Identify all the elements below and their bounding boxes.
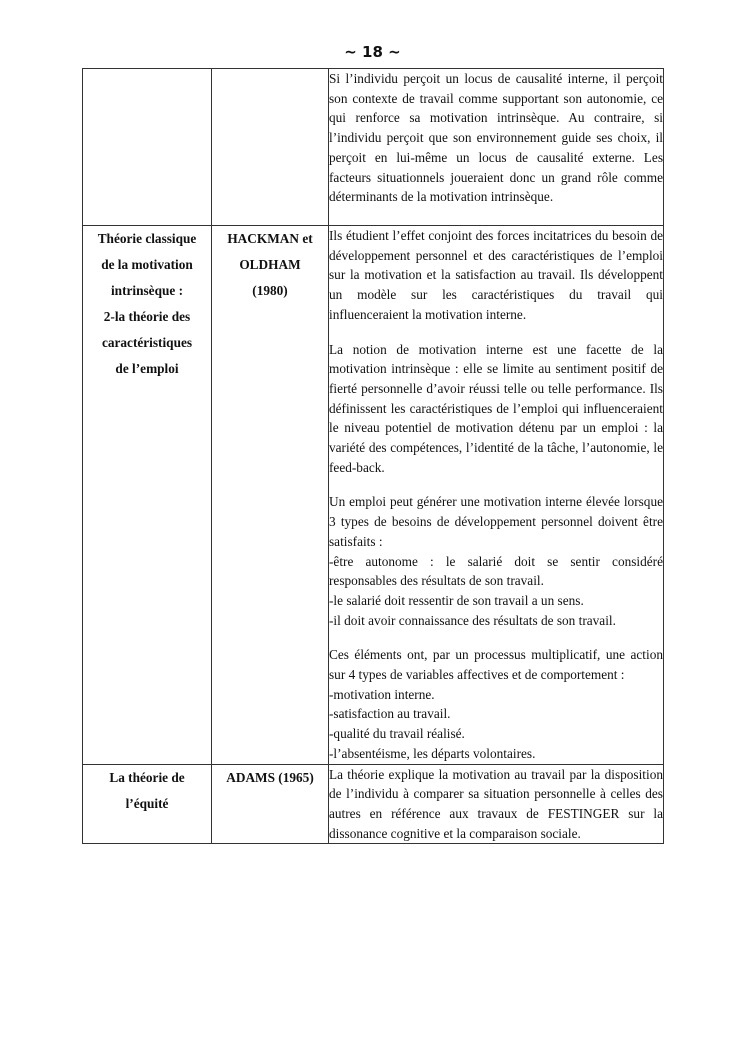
paragraph — [329, 492, 663, 630]
description-cell — [329, 226, 664, 765]
theory-line: Théorie classique — [97, 231, 197, 246]
author-cell — [212, 69, 329, 226]
author-cell — [212, 764, 329, 844]
author-cell — [212, 226, 329, 765]
theory-cell — [83, 69, 212, 226]
list-item: -le salarié doit ressentir de son travail a un sens. — [329, 592, 584, 608]
theory-cell — [83, 226, 212, 765]
table-row — [83, 226, 664, 765]
paragraph — [329, 645, 663, 763]
author-line: OLDHAM — [239, 257, 301, 272]
list-item: -l’absentéisme, les départs volontaires. — [329, 745, 536, 761]
theory-line: de l’emploi — [115, 361, 179, 376]
list-item: -être autonome : le salarié doit se sentir considéré responsables des résultats de son travail. — [329, 553, 663, 589]
author-line: HACKMAN et — [227, 231, 313, 246]
paragraph-line: Un emploi peut générer une motivation interne élevée lorsque 3 types de besoins de développement personnel doivent être satisfaits : — [329, 494, 663, 549]
table-row — [83, 69, 664, 226]
list-item: -il doit avoir connaissance des résultats de son travail. — [329, 612, 616, 628]
paragraph: La notion de motivation interne est une facette de la motivation intrinsèque : elle se limite au sentiment positif de fierté personnelle d’avoir réussi telle ou telle performance. Ils définissent les caractéristiques de l’emploi qui influenceraient le niveau potentiel de motivation détenu par un emploi : la variété des compétences, l’identité de la tâche, l’autonomie, le feed-back. — [329, 341, 663, 475]
list-item: -qualité du travail réalisé. — [329, 726, 465, 742]
description-cell — [329, 764, 664, 844]
theory-table — [82, 68, 664, 844]
paragraph: Ils étudient l’effet conjoint des forces incitatrices du besoin de développement personnel et des caractéristiques de l’emploi sur la motivation et la satisfaction au travail. Ils développent un modèle sur les caractéristiques du travail qui influenceraient la motivation interne. — [329, 228, 663, 322]
paragraph: La théorie explique la motivation au travail par la disposition de l’individu à comparer sa situation personnelle à celles des autres en référence aux travaux de FESTINGER sur la dissonance cognitive et la comparaison sociale. — [329, 766, 663, 841]
list-item: -satisfaction au travail. — [329, 706, 451, 722]
theory-line: caractéristiques — [101, 335, 193, 350]
theory-line: La théorie de — [109, 769, 185, 785]
table-row — [83, 764, 664, 844]
author-line: ADAMS (1965) — [226, 769, 314, 785]
page-number: ~ 18 ~ — [344, 43, 401, 61]
theory-line: 2-la théorie des — [103, 309, 191, 324]
theory-cell — [83, 764, 212, 844]
list-item: -motivation interne. — [329, 686, 435, 702]
theory-line: intrinsèque : — [110, 283, 184, 298]
theory-line: l’équité — [125, 795, 169, 811]
theory-line: de la motivation — [101, 257, 193, 272]
description-cell — [329, 69, 664, 226]
paragraph: Si l’individu perçoit un locus de causalité interne, il perçoit son contexte de travail comme supportant son autonomie, ce qui renforce sa motivation intrinsèque. Au contraire, si l’individu perçoit que son environnement guide ses choix, il perçoit en lui-même un locus de causalité externe. Les facteurs situationnels joueraient donc un grand rôle comme déterminants de la motivation intrinsèque. — [329, 71, 663, 205]
author-line: (1980) — [252, 283, 288, 298]
paragraph-line: Ces éléments ont, par un processus multiplicatif, une action sur 4 types de variables affectives et de comportement : — [329, 647, 663, 683]
